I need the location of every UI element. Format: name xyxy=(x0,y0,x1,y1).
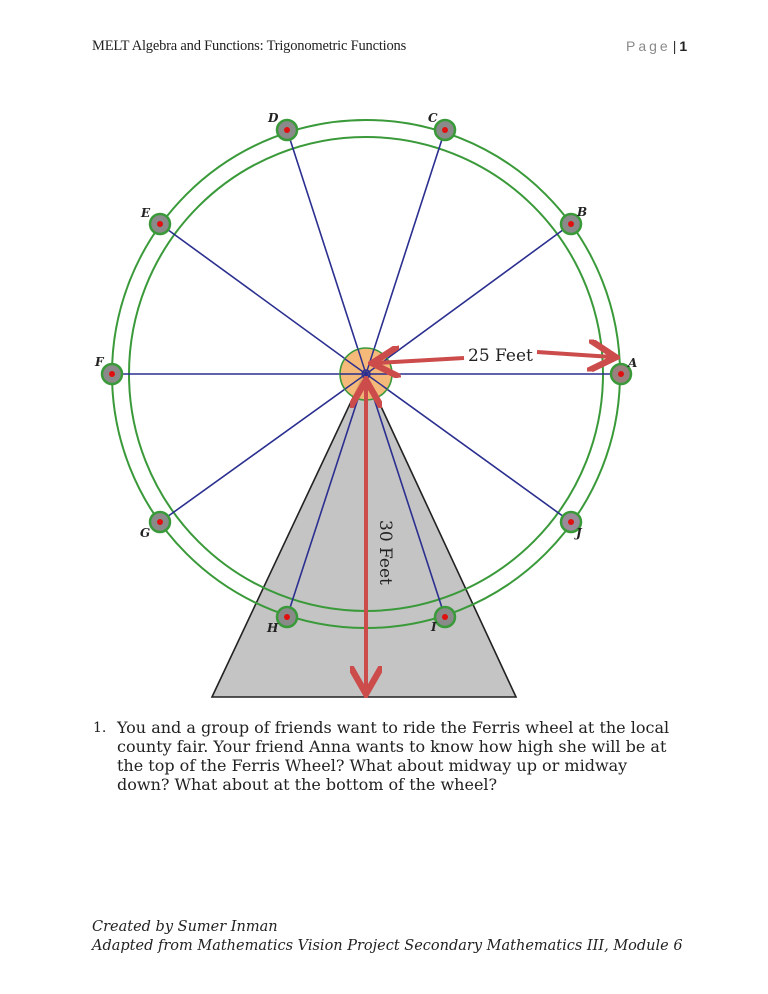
car-H xyxy=(277,607,297,627)
label-F: F xyxy=(95,355,104,369)
page-word: Page xyxy=(626,38,671,54)
car-C xyxy=(435,120,455,140)
label-G: G xyxy=(140,526,151,540)
question-text: You and a group of friends want to ride the Ferris wheel at the local county fair. Your friend Anna wants to know how high she will be at the top of the Ferris Wheel? What about midway up or midway down? What about at the bottom of the wheel? xyxy=(117,718,670,794)
radius-arrow-right xyxy=(537,352,612,357)
question-number: 1. xyxy=(93,720,107,736)
label-E: E xyxy=(141,206,151,220)
document-header-title: MELT Algebra and Functions: Trigonometric Functions xyxy=(92,38,407,54)
page-number-value: 1 xyxy=(679,38,688,54)
label-B: B xyxy=(577,205,588,219)
page-separator: | xyxy=(672,38,677,54)
footer-author: Created by Sumer Inman xyxy=(92,919,278,935)
question-1 xyxy=(93,718,677,794)
label-C: C xyxy=(428,111,438,125)
label-J: J xyxy=(576,526,582,540)
document-footer xyxy=(92,918,683,956)
radius-label: 25 Feet xyxy=(468,346,533,366)
car-G xyxy=(150,512,170,532)
label-A: A xyxy=(628,356,638,370)
label-H: H xyxy=(267,621,279,635)
footer-source: Adapted from Mathematics Vision Project Secondary Mathematics III, Module 6 xyxy=(92,938,683,954)
car-I xyxy=(435,607,455,627)
car-E xyxy=(150,214,170,234)
car-D xyxy=(277,120,297,140)
label-D: D xyxy=(268,111,279,125)
radius-arrow-left xyxy=(376,358,464,363)
car-F xyxy=(102,364,122,384)
label-I: I xyxy=(431,620,437,634)
height-label: 30 Feet xyxy=(375,520,395,585)
